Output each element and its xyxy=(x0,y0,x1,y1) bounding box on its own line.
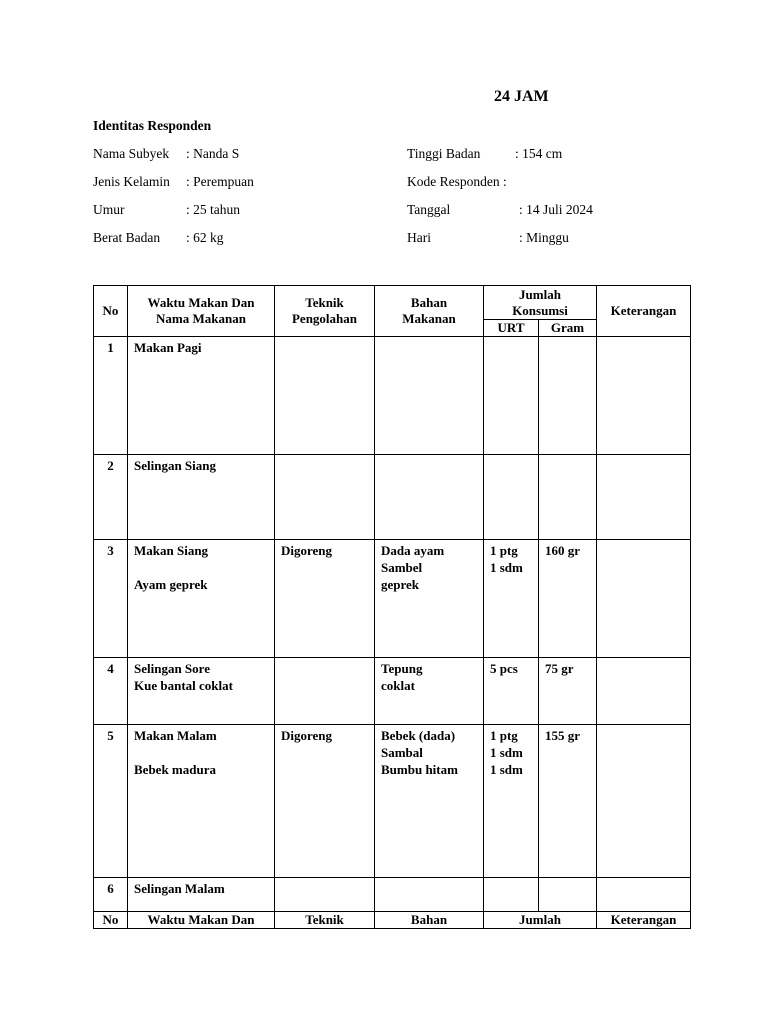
cell-bahan-line: coklat xyxy=(381,678,415,693)
cell-gram xyxy=(539,878,597,912)
cell-waktu xyxy=(128,455,275,540)
cell-bahan-line: Sambal xyxy=(381,745,423,760)
header-bahan: Bahan Makanan xyxy=(375,286,484,337)
cell-waktu-line: Selingan Sore xyxy=(134,661,210,676)
cell-waktu-line xyxy=(134,744,268,761)
repeat-header-keterangan: Keterangan xyxy=(597,912,691,929)
hari-value: : Minggu xyxy=(519,230,569,245)
cell-gram-line: 75 gr xyxy=(545,661,574,676)
cell-waktu-line: Kue bantal coklat xyxy=(134,678,233,693)
header-jumlah: Jumlah Konsumsi xyxy=(484,286,597,320)
food-recall-table xyxy=(93,285,691,929)
cell-bahan xyxy=(375,878,484,912)
cell-bahan xyxy=(375,455,484,540)
cell-bahan xyxy=(375,540,484,658)
row-number: 5 xyxy=(107,728,114,743)
cell-waktu xyxy=(128,337,275,455)
tinggi-badan-label: Tinggi Badan xyxy=(407,146,481,161)
cell-keterangan xyxy=(597,455,691,540)
cell-no xyxy=(94,725,128,878)
table-row xyxy=(94,878,691,912)
jenis-kelamin-value: : Perempuan xyxy=(186,174,254,189)
cell-bahan xyxy=(375,337,484,455)
tanggal-value: : 14 Juli 2024 xyxy=(519,202,593,217)
cell-teknik xyxy=(275,725,375,878)
cell-urt xyxy=(484,878,539,912)
table-row xyxy=(94,658,691,725)
cell-waktu xyxy=(128,540,275,658)
repeat-header-waktu: Waktu Makan Dan xyxy=(128,912,275,929)
cell-teknik xyxy=(275,878,375,912)
row-number: 3 xyxy=(107,543,114,558)
header-urt: URT xyxy=(484,320,539,337)
cell-waktu xyxy=(128,725,275,878)
jenis-kelamin-label: Jenis Kelamin xyxy=(93,174,170,189)
cell-teknik xyxy=(275,455,375,540)
header-keterangan: Keterangan xyxy=(597,286,691,337)
header-gram: Gram xyxy=(539,320,597,337)
tanggal-label: Tanggal xyxy=(407,202,451,217)
cell-urt-line: 1 sdm xyxy=(490,762,523,777)
table-row xyxy=(94,725,691,878)
cell-keterangan xyxy=(597,540,691,658)
cell-bahan xyxy=(375,725,484,878)
cell-waktu-line xyxy=(134,559,268,576)
cell-waktu xyxy=(128,658,275,725)
cell-gram xyxy=(539,337,597,455)
cell-keterangan xyxy=(597,878,691,912)
cell-no xyxy=(94,455,128,540)
cell-urt xyxy=(484,455,539,540)
cell-bahan-line: Tepung xyxy=(381,661,423,676)
cell-waktu-line: Bebek madura xyxy=(134,762,216,777)
cell-teknik xyxy=(275,337,375,455)
cell-waktu-line: Makan Siang xyxy=(134,543,209,558)
cell-urt xyxy=(484,540,539,658)
cell-teknik xyxy=(275,658,375,725)
cell-bahan-line: Bebek (dada) xyxy=(381,728,456,743)
cell-bahan-line: Bumbu hitam xyxy=(381,762,458,777)
cell-urt xyxy=(484,337,539,455)
header-waktu: Waktu Makan Dan Nama Makanan xyxy=(128,286,275,337)
page-title: 24 JAM xyxy=(494,88,549,105)
cell-waktu xyxy=(128,878,275,912)
cell-waktu-line: Selingan Malam xyxy=(134,881,225,896)
repeat-header-teknik: Teknik xyxy=(275,912,375,929)
cell-urt-line: 1 ptg xyxy=(490,728,518,743)
cell-teknik xyxy=(275,540,375,658)
cell-waktu-line: Makan Pagi xyxy=(134,340,202,355)
cell-waktu-line: Ayam geprek xyxy=(134,577,208,592)
cell-urt xyxy=(484,658,539,725)
cell-gram-line: 160 gr xyxy=(545,543,581,558)
cell-waktu-line: Selingan Siang xyxy=(134,458,217,473)
cell-bahan-line: geprek xyxy=(381,577,420,592)
berat-badan-value: : 62 kg xyxy=(186,230,224,245)
cell-no xyxy=(94,337,128,455)
hari-label: Hari xyxy=(407,230,431,245)
row-number: 4 xyxy=(107,661,114,676)
kode-responden-label: Kode Responden : xyxy=(407,174,507,189)
berat-badan-label: Berat Badan xyxy=(93,230,161,245)
cell-teknik-line: Digoreng xyxy=(281,543,333,558)
cell-bahan xyxy=(375,658,484,725)
cell-urt-line: 1 sdm xyxy=(490,560,523,575)
cell-urt-line: 5 pcs xyxy=(490,661,518,676)
cell-gram xyxy=(539,725,597,878)
cell-keterangan xyxy=(597,658,691,725)
cell-bahan-line: Dada ayam xyxy=(381,543,445,558)
row-number: 6 xyxy=(107,881,114,896)
repeat-header-no: No xyxy=(94,912,128,929)
cell-no xyxy=(94,878,128,912)
row-number: 1 xyxy=(107,340,114,355)
cell-no xyxy=(94,540,128,658)
repeat-header-bahan: Bahan xyxy=(375,912,484,929)
umur-value: : 25 tahun xyxy=(186,202,240,217)
cell-teknik-line: Digoreng xyxy=(281,728,333,743)
header-no: No xyxy=(94,286,128,337)
table-row xyxy=(94,540,691,658)
nama-subyek-value: : Nanda S xyxy=(186,146,240,161)
cell-gram-line: 155 gr xyxy=(545,728,581,743)
row-number: 2 xyxy=(107,458,114,473)
repeat-header-jumlah: Jumlah xyxy=(484,912,597,929)
cell-urt-line: 1 ptg xyxy=(490,543,518,558)
identitas-heading: Identitas Responden xyxy=(93,118,212,133)
cell-keterangan xyxy=(597,337,691,455)
cell-gram xyxy=(539,540,597,658)
table-row xyxy=(94,455,691,540)
cell-urt xyxy=(484,725,539,878)
cell-urt-line: 1 sdm xyxy=(490,745,523,760)
nama-subyek-label: Nama Subyek xyxy=(93,146,170,161)
table-row xyxy=(94,337,691,455)
cell-gram xyxy=(539,658,597,725)
header-teknik: Teknik Pengolahan xyxy=(275,286,375,337)
cell-no xyxy=(94,658,128,725)
cell-gram xyxy=(539,455,597,540)
cell-waktu-line: Makan Malam xyxy=(134,728,217,743)
cell-keterangan xyxy=(597,725,691,878)
tinggi-badan-value: : 154 cm xyxy=(515,146,563,161)
cell-bahan-line: Sambel xyxy=(381,560,423,575)
umur-label: Umur xyxy=(93,202,125,217)
